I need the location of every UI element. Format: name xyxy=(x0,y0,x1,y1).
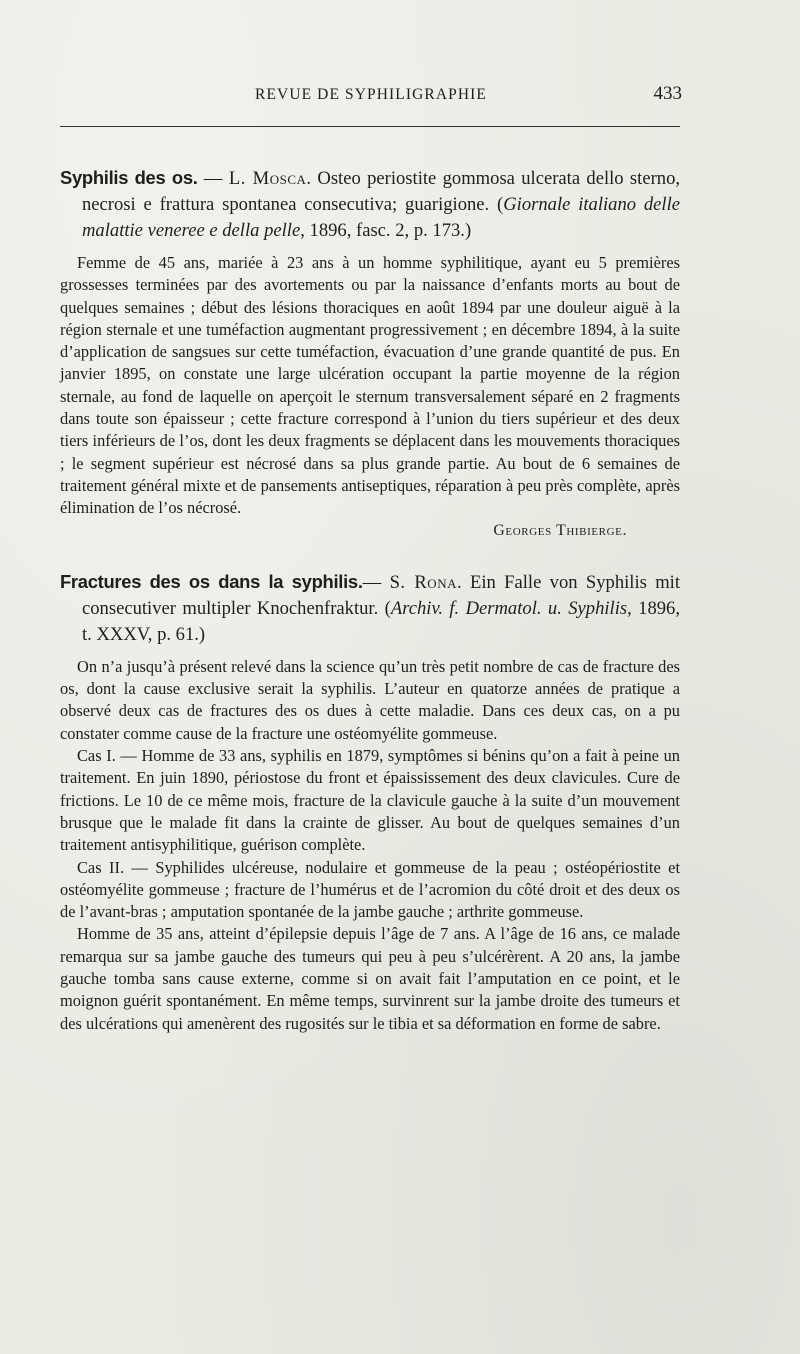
section-gap xyxy=(60,542,680,569)
article-author: L. Mosca xyxy=(228,168,307,189)
article-fractures-des-os xyxy=(60,569,680,1035)
signature-line xyxy=(60,520,680,542)
journal-name: Archiv. f. Dermatol. u. Syphilis xyxy=(390,597,628,619)
running-title: REVUE DE SYPHILIGRAPHIE xyxy=(255,86,487,103)
article-citation: Osteo periostite gommosa ulcerata dello sterno, necrosi e frattura spontanea consecutiva; guarigione. ( xyxy=(82,168,681,215)
article-heading xyxy=(60,569,680,648)
author-tail: . xyxy=(306,168,318,189)
article-author: S. Rona xyxy=(389,571,457,593)
journal-reference: , 1896, t. XXXV, p. 61.) xyxy=(82,597,681,645)
body-paragraph: Cas II. — Syphilides ulcéreuse, nodulaire et gommeuse de la peau ; ostéopériostite et ostéomyélite gommeuse ; fracture de l’humérus et de l’acromion du côté droit et des deux os de l’avant-bras ; amputation spontanée de la jambe gauche ; arthrite gommeuse. xyxy=(60,857,680,922)
page-number: 433 xyxy=(653,83,682,104)
article-syphilis-des-os xyxy=(60,165,680,542)
body-paragraph: Femme de 45 ans, mariée à 23 ans à un homme syphilitique, ayant eu 5 premières grossesses terminées par des avortements ou par la naissance d’enfants morts au bout de quelques semaines ; début des lésions thoraciques en août 1894 par une douleur aiguë à la région sternale et une tuméfaction augmentant progressivement ; en décembre 1894, à la suite d’application de sangsues sur cette tuméfaction, évacuation d’une grande quantité de pus. En janvier 1895, on constate une large ulcération occupant la partie moyenne de la région sternale, au fond de laquelle on aperçoit le sternum transversalement séparé en 2 fragments dans toute son épaisseur ; cette fracture correspond à l’union du tiers supérieur et des deux tiers inférieurs de l’os, dont les deux fragments se déplacent dans les mouvements thoraciques ; le segment supérieur est nécrosé dans sa plus grande partie. Au bout de 6 semaines de traitement général mixte et de pansements antiseptiques, réparation à peu près complète, après élimination de l’os nécrosé. xyxy=(60,253,680,518)
author-signature: Georges Thibierge. xyxy=(493,521,627,539)
article-heading xyxy=(60,165,680,244)
body-paragraph: Homme de 35 ans, atteint d’épilepsie depuis l’âge de 7 ans. A l’âge de 16 ans, ce malade remarqua sur sa jambe gauche des tumeurs qui peu à peu s’ulcérèrent. A 20 ans, la jambe gauche tomba sans cause externe, comme si on avait fait l’amputation en ce point, et le moignon guérit spontanément. En même temps, survinrent sur la jambe droite des tumeurs et des ulcérations qui amenèrent des rugosités sur le tibia et sa déformation en forme de sabre. xyxy=(60,924,680,1033)
page-content xyxy=(60,165,680,1035)
heading-dash: — xyxy=(362,571,390,593)
header-rule xyxy=(60,126,680,127)
body-paragraph: Cas I. — Homme de 33 ans, syphilis en 1879, symptômes si bénins qu’on a fait à peine un traitement. En juin 1890, périostose du front et épaississement des deux clavicules. Cure de frictions. Le 10 de ce même mois, fracture de la clavicule gauche à la suite d’un mouvement brusque que le malade fit dans la crainte de glisser. Au bout de quelques semaines d’un traitement antisyphilitique, guérison complète. xyxy=(60,746,680,855)
article-citation: Ein Falle von Syphilis mit consecutiver multipler Knochenfraktur. ( xyxy=(82,571,680,619)
page-header xyxy=(60,83,682,116)
article-title: Syphilis des os. xyxy=(60,167,198,188)
heading-dash: — xyxy=(197,168,229,189)
article-title: Fractures des os dans la syphilis. xyxy=(60,570,363,592)
journal-reference: , 1896, fasc. 2, p. 173.) xyxy=(300,220,472,241)
body-paragraph: On n’a jusqu’à présent relevé dans la science qu’un très petit nombre de cas de fracture des os, dont la cause exclusive serait la syphilis. L’auteur en quatorze années de pratique a observé deux cas de fractures des os dues à cette maladie. Dans ces deux cas, on a pu constater comme cause de la fracture une ostéomyélite gommeuse. xyxy=(60,656,680,743)
journal-name: Giornale italiano delle malattie veneree e della pelle xyxy=(82,194,681,241)
author-tail: . xyxy=(456,571,470,593)
